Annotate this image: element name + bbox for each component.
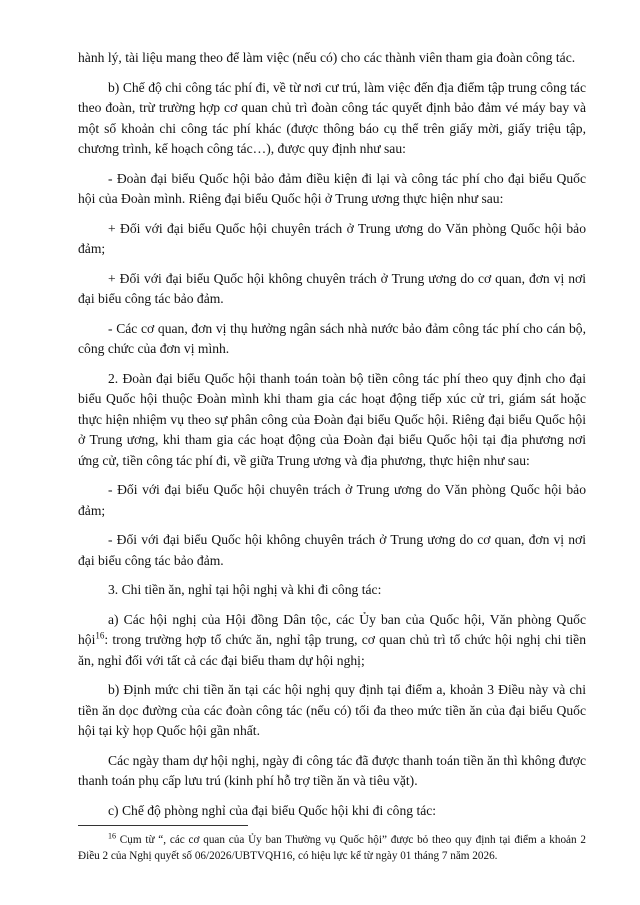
body-text bbox=[78, 48, 586, 830]
footnote-text: Cụm từ “, các cơ quan của Ủy ban Thường vụ Quốc hội” được bỏ theo quy định tại điểm a khoản 2 Điều 2 của Nghị quyết số 06/2026/UBTVQH16, có hiệu lực kể từ ngày 01 tháng 7 năm 2026. bbox=[78, 834, 586, 862]
paragraph: Các ngày tham dự hội nghị, ngày đi công tác đã được thanh toán tiền ăn thì không được thanh toán phụ cấp lưu trú (kinh phí hỗ trợ tiền ăn và tiêu vặt). bbox=[78, 752, 586, 788]
paragraph: b) Định mức chi tiền ăn tại các hội nghị quy định tại điểm a, khoản 3 Điều này và chi tiền ăn dọc đường của các đoàn công tác (nếu có) tối đa theo mức tiền ăn của đại biểu Quốc hội tại kỳ họp Quốc hội gần nhất. bbox=[78, 682, 586, 738]
paragraph: - Đoàn đại biểu Quốc hội bảo đảm điều kiện đi lại và công tác phí cho đại biểu Quốc hội của Đoàn mình. Riêng đại biểu Quốc hội ở Trung ương thực hiện như sau: bbox=[78, 170, 586, 206]
paragraph: - Đối với đại biểu Quốc hội không chuyên trách ở Trung ương do cơ quan, đơn vị nơi đại biểu công tác bảo đảm. bbox=[78, 532, 586, 568]
paragraph: + Đối với đại biểu Quốc hội không chuyên trách ở Trung ương do cơ quan, đơn vị nơi đại biểu công tác bảo đảm. bbox=[78, 270, 586, 306]
paragraph: 3. Chi tiền ăn, nghỉ tại hội nghị và khi đi công tác: bbox=[108, 582, 382, 597]
footnote-divider bbox=[78, 825, 248, 826]
footnote-reference[interactable]: 16 bbox=[95, 630, 105, 641]
footnote-marker: 16 bbox=[108, 831, 116, 841]
paragraph-text: a) Các hội nghị của Hội đồng Dân tộc, các Ủy ban của Quốc hội, Văn phòng Quốc hội bbox=[78, 611, 586, 647]
paragraph: - Các cơ quan, đơn vị thụ hưởng ngân sách nhà nước bảo đảm công tác phí cho cán bộ, công chức của đơn vị mình. bbox=[78, 320, 586, 356]
paragraph: + Đối với đại biểu Quốc hội chuyên trách ở Trung ương do Văn phòng Quốc hội bảo đảm; bbox=[78, 220, 586, 256]
paragraph: 2. Đoàn đại biểu Quốc hội thanh toán toàn bộ tiền công tác phí theo quy định cho đại biểu Quốc hội thuộc Đoàn mình khi tham gia các hoạt động tiếp xúc cử tri, giám sát hoặc thực hiện nhiệm vụ theo sự phân công của Đoàn đại biểu Quốc hội. Riêng đại biểu Quốc hội ở Trung ương, khi tham gia các hoạt động của Đoàn đại biểu Quốc hội tại địa phương nơi ứng cử, tiền công tác phí đi, về giữa Trung ương và địa phương, thực hiện như sau: bbox=[78, 370, 586, 468]
footnote bbox=[78, 832, 586, 864]
paragraph-with-footnote-ref bbox=[78, 610, 586, 672]
paragraph: hành lý, tài liệu mang theo để làm việc (nếu có) cho các thành viên tham gia đoàn công tác. bbox=[78, 50, 576, 65]
paragraph: - Đối với đại biểu Quốc hội chuyên trách ở Trung ương do Văn phòng Quốc hội bảo đảm; bbox=[78, 482, 586, 518]
paragraph: b) Chế độ chi công tác phí đi, về từ nơi cư trú, làm việc đến địa điểm tập trung công tác theo đoàn, trừ trường hợp cơ quan chủ trì đoàn công tác quyết định bảo đảm vé máy bay và một số khoản chi công tác phí khác (được thông báo cụ thể trên giấy mời, giấy triệu tập, chương trình, kế hoạch công tác…), được quy định như sau: bbox=[78, 79, 586, 156]
paragraph: c) Chế độ phòng nghỉ của đại biểu Quốc hội khi đi công tác: bbox=[108, 802, 437, 818]
paragraph-text: : trong trường hợp tổ chức ăn, nghỉ tập trung, cơ quan chủ trì tổ chức hội nghị chi tiền ăn, nghỉ đối với tất cả các đại biểu tham dự hội nghị; bbox=[78, 632, 586, 668]
